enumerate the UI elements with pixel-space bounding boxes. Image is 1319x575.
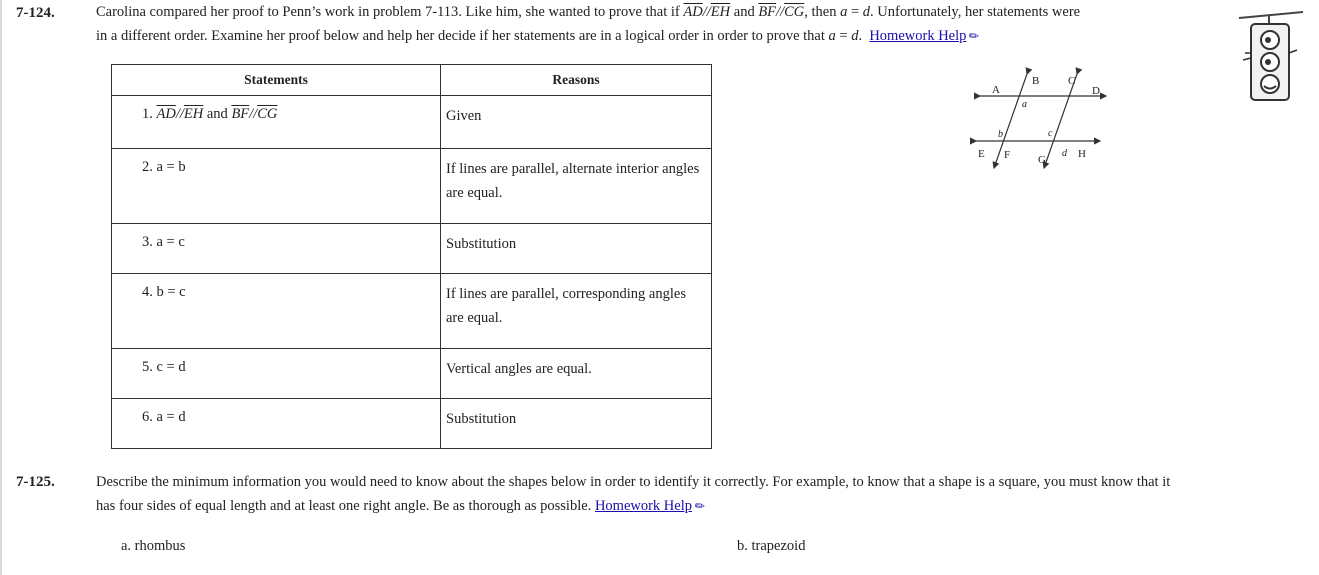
- problem-125-text: [96, 470, 1170, 518]
- homework-help-link-125[interactable]: Homework Help: [594, 498, 692, 514]
- statement-cell: 6. a = d: [112, 399, 441, 449]
- header-reasons: Reasons: [441, 65, 712, 96]
- item-rhombus: a. rhombus: [121, 538, 186, 554]
- left-margin-rule: [0, 0, 2, 575]
- table-row: [112, 224, 712, 274]
- statement-cell: 3. a = c: [112, 224, 441, 274]
- label-a-point: A: [992, 84, 1000, 96]
- reason-cell: Substitution: [441, 224, 712, 274]
- segment-bf: $\overline{BF}$: [758, 4, 777, 20]
- segment-ad: $\overline{AD}$: [683, 4, 703, 20]
- problem-125-line-1: Describe the minimum information you would need to know about the shapes below in order to identify it correctly. For example, to know that a shape is a square, you must know that it: [96, 474, 1171, 490]
- label-g-point: G: [1038, 154, 1046, 166]
- line-cg: [1044, 74, 1077, 168]
- header-statements: Statements: [112, 65, 441, 96]
- label-d-point: D: [1092, 85, 1100, 97]
- segment-eh: $\overline{EH}$: [710, 4, 731, 20]
- table-row: [112, 349, 712, 399]
- statement-cell: 4. b = c: [112, 274, 441, 349]
- traffic-light-icon: [1235, 8, 1305, 104]
- table-row: [112, 149, 712, 224]
- label-c-point: C: [1068, 75, 1076, 87]
- label-f-point: F: [1004, 149, 1011, 161]
- label-angle-c: c: [1048, 128, 1053, 139]
- label-b-point: B: [1032, 75, 1040, 87]
- homework-help-link-124[interactable]: Homework Help: [869, 28, 967, 44]
- table-row: [112, 96, 712, 149]
- proof-table-header: [112, 65, 712, 96]
- reason-cell: Vertical angles are equal.: [441, 349, 712, 399]
- label-angle-a: a: [1022, 99, 1027, 110]
- reason-cell: Substitution: [441, 399, 712, 449]
- statement-cell: 1. $\overline{AD}//\overline{EH}$ and $\overline{BF}//\overline{CG}$: [112, 96, 441, 149]
- proof-table: [111, 64, 712, 449]
- table-row: [112, 274, 712, 349]
- label-h-point: H: [1078, 148, 1086, 160]
- label-e-point: E: [978, 148, 985, 160]
- reason-cell: If lines are parallel, corresponding angles are equal.: [441, 274, 712, 349]
- segment-cg: $\overline{CG}$: [784, 4, 805, 20]
- problem-124-number: 7-124.: [16, 5, 55, 21]
- parallel-lines-diagram: [970, 66, 1110, 171]
- label-angle-d: d: [1062, 148, 1067, 159]
- statement-cell: 5. c = d: [112, 349, 441, 399]
- problem-124-line-1: Carolina compared her proof to Penn’s work in problem 7-113. Like him, she wanted to prove that if $\overline{AD}//\overline{EH}$ and $\overline{BF}//\overline{CG}$, then a = d. Unfortunately, her statements were: [96, 4, 1081, 20]
- label-angle-b: b: [998, 129, 1003, 140]
- problem-124-line-2: in a different order. Examine her proof below and help her decide if her statements are in a logical order in order to prove that a = d. Homework Help✎: [96, 24, 1080, 48]
- statement-cell: 2. a = b: [112, 149, 441, 224]
- reason-cell: If lines are parallel, alternate interior angles are equal.: [441, 149, 712, 224]
- problem-125-line-2: has four sides of equal length and at least one right angle. Be as thorough as possible. Homework Help✎: [96, 494, 1170, 518]
- item-trapezoid: b. trapezoid: [737, 538, 806, 554]
- pencil-icon[interactable]: ✎: [966, 27, 983, 45]
- reason-cell: Given: [441, 96, 712, 149]
- pencil-icon[interactable]: ✎: [691, 497, 709, 515]
- problem-125-number: 7-125.: [16, 474, 55, 490]
- table-row: [112, 399, 712, 449]
- problem-124-text: [96, 0, 1080, 48]
